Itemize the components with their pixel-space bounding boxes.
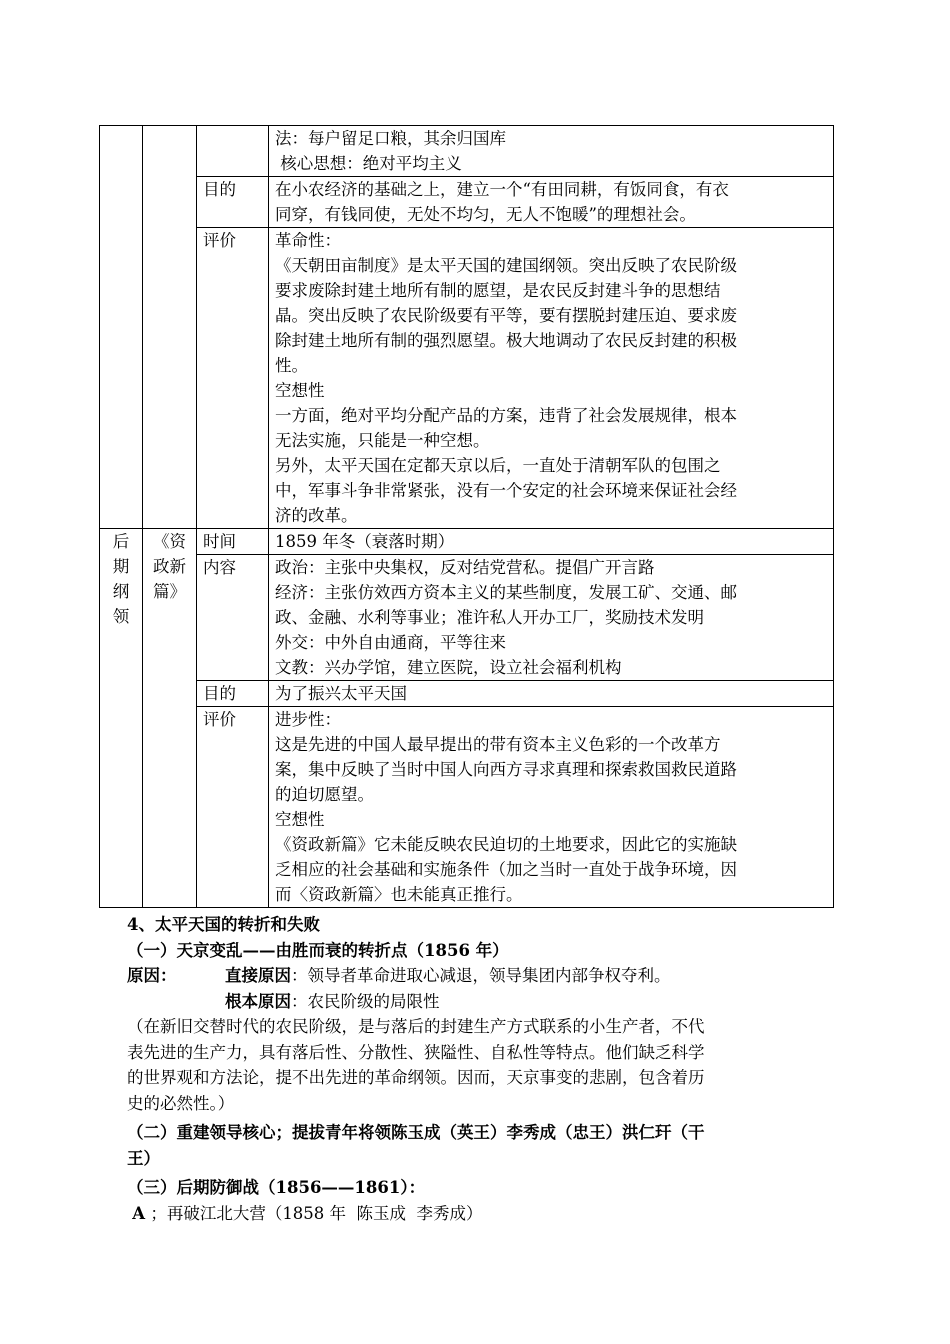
- later-purpose-label: 目的: [197, 681, 269, 707]
- item-a-label: A: [132, 1203, 146, 1223]
- text-line: 政治：主张中央集权，反对结党营私。提倡广开言路: [275, 558, 655, 577]
- subheading-3: （三）后期防御战（1856——1861）：: [127, 1178, 426, 1197]
- later-time-label: 时间: [197, 529, 269, 555]
- text-line: 中，军事斗争非常紧张，没有一个安定的社会环境来保证社会经: [275, 481, 737, 500]
- method-cell: [269, 126, 834, 177]
- item-a: [127, 1201, 827, 1227]
- subheading-2-cont: 王）: [127, 1148, 160, 1168]
- table-row: [100, 681, 834, 707]
- text-line: 的迫切愿望。: [275, 785, 374, 804]
- text-line: 空想性: [275, 381, 325, 400]
- later-purpose-value: 为了振兴太平天国: [269, 681, 834, 707]
- text-line: 《资政新篇》它未能反映农民迫切的土地要求，因此它的实施缺: [275, 835, 737, 854]
- paragraph-line: 的世界观和方法论，提不出先进的革命纲领。因而，天京事变的悲剧，包含着历: [127, 1068, 705, 1087]
- period-char: 后: [112, 532, 130, 551]
- text-line: 经济：主张仿效西方资本主义的某些制度，发展工矿、交通、邮: [275, 583, 737, 602]
- early-period-cell: [100, 126, 143, 529]
- doc-name-line: 政新: [153, 557, 186, 576]
- reason-label: 原因：: [127, 966, 177, 985]
- program-table: [99, 125, 834, 908]
- early-doc-cell: [143, 126, 197, 529]
- early-eval-cell: [269, 228, 834, 529]
- later-doc-cell: [143, 529, 197, 908]
- text-line: 空想性: [275, 810, 325, 829]
- reason-direct-row: [127, 963, 827, 989]
- later-period-cell: [100, 529, 143, 908]
- text-line: 要求废除封建土地所有制的愿望，是农民反封建斗争的思想结: [275, 281, 721, 300]
- table-row: [100, 707, 834, 908]
- later-content-label: 内容: [197, 555, 269, 681]
- text-line: 外交：中外自由通商，平等往来: [275, 633, 506, 652]
- later-content-cell: [269, 555, 834, 681]
- text-line: 无法实施，只能是一种空想。: [275, 431, 490, 450]
- later-time-value: 1859 年冬（衰落时期）: [269, 529, 834, 555]
- early-purpose-cell: [269, 177, 834, 228]
- reason-root-row: [127, 989, 827, 1015]
- paragraph-line: 史的必然性。）: [127, 1093, 235, 1113]
- text-line: 晶。突出反映了农民阶级要有平等，要有摆脱封建压迫、要求废: [275, 306, 737, 325]
- text-line: 文教：兴办学馆，建立医院，设立社会福利机构: [275, 658, 622, 677]
- text-line: 乏相应的社会基础和实施条件（加之当时一直处于战争环境，因: [275, 860, 737, 879]
- text-line: 除封建土地所有制的强烈愿望。极大地调动了农民反封建的积极: [275, 331, 737, 350]
- subheading-1: （一）天京变乱——由胜而衰的转折点（1856 年）: [127, 940, 509, 960]
- section-body: [127, 912, 827, 1226]
- row-label-cell: [197, 126, 269, 177]
- table-row: [100, 177, 834, 228]
- core-idea-line: 核心思想：绝对平均主义: [275, 154, 462, 173]
- table-row: [100, 228, 834, 529]
- root-text: ：农民阶级的局限性: [291, 991, 440, 1011]
- text-line: 济的改革。: [275, 506, 358, 525]
- period-char: 纲: [112, 582, 130, 601]
- later-eval-cell: [269, 707, 834, 908]
- paragraph-line: 表先进的生产力，具有落后性、分散性、狭隘性、自私性等特点。他们缺乏科学: [127, 1042, 705, 1062]
- text-line: 在小农经济的基础之上，建立一个“有田同耕，有饭同食，有衣: [275, 180, 729, 199]
- text-line: 性。: [275, 356, 308, 375]
- early-eval-label: 评价: [197, 228, 269, 529]
- doc-name-line: 篇》: [153, 582, 186, 601]
- text-line: 政、金融、水利等事业；准许私人开办工厂，奖励技术发明: [275, 608, 704, 627]
- text-line: 案，集中反映了当时中国人向西方寻求真理和探索救国救民道路: [275, 760, 737, 779]
- section-heading: 4、太平天国的转折和失败: [127, 915, 320, 934]
- subheading-2: （二）重建领导核心；提拔青年将领陈玉成（英王）李秀成（忠王）洪仁玕（干: [127, 1123, 705, 1142]
- direct-label: 直接原因: [225, 966, 291, 985]
- text-line: 而〈资政新篇〉也未能真正推行。: [275, 885, 523, 904]
- table-row: [100, 126, 834, 177]
- period-char: 期: [112, 557, 130, 576]
- later-eval-label: 评价: [197, 707, 269, 908]
- table-row: [100, 529, 834, 555]
- text-line: 革命性：: [275, 231, 341, 250]
- period-char: 领: [112, 607, 130, 626]
- method-line: 法：每户留足口粮，其余归国库: [275, 129, 506, 148]
- text-line: 一方面，绝对平均分配产品的方案，违背了社会发展规律，根本: [275, 406, 737, 425]
- text-line: 这是先进的中国人最早提出的带有资本主义色彩的一个改革方: [275, 735, 721, 754]
- text-line: 另外，太平天国在定都天京以后，一直处于清朝军队的包围之: [275, 456, 721, 475]
- text-line: 同穿，有钱同使，无处不均匀，无人不饱暖”的理想社会。: [275, 205, 696, 224]
- text-line: 进步性：: [275, 710, 341, 729]
- item-a-text: ；再破江北大营（1858 年 陈玉成 李秀成）: [150, 1203, 483, 1223]
- text-line: 《天朝田亩制度》是太平天国的建国纲领。突出反映了农民阶级: [275, 256, 737, 275]
- root-label: 根本原因: [225, 991, 291, 1011]
- table-row: [100, 555, 834, 681]
- early-purpose-label: 目的: [197, 177, 269, 228]
- paragraph-line: （在新旧交替时代的农民阶级，是与落后的封建生产方式联系的小生产者，不代: [127, 1017, 705, 1036]
- direct-text: ：领导者革命进取心减退，领导集团内部争权夺利。: [291, 966, 671, 985]
- doc-name-line: 《资: [153, 532, 186, 551]
